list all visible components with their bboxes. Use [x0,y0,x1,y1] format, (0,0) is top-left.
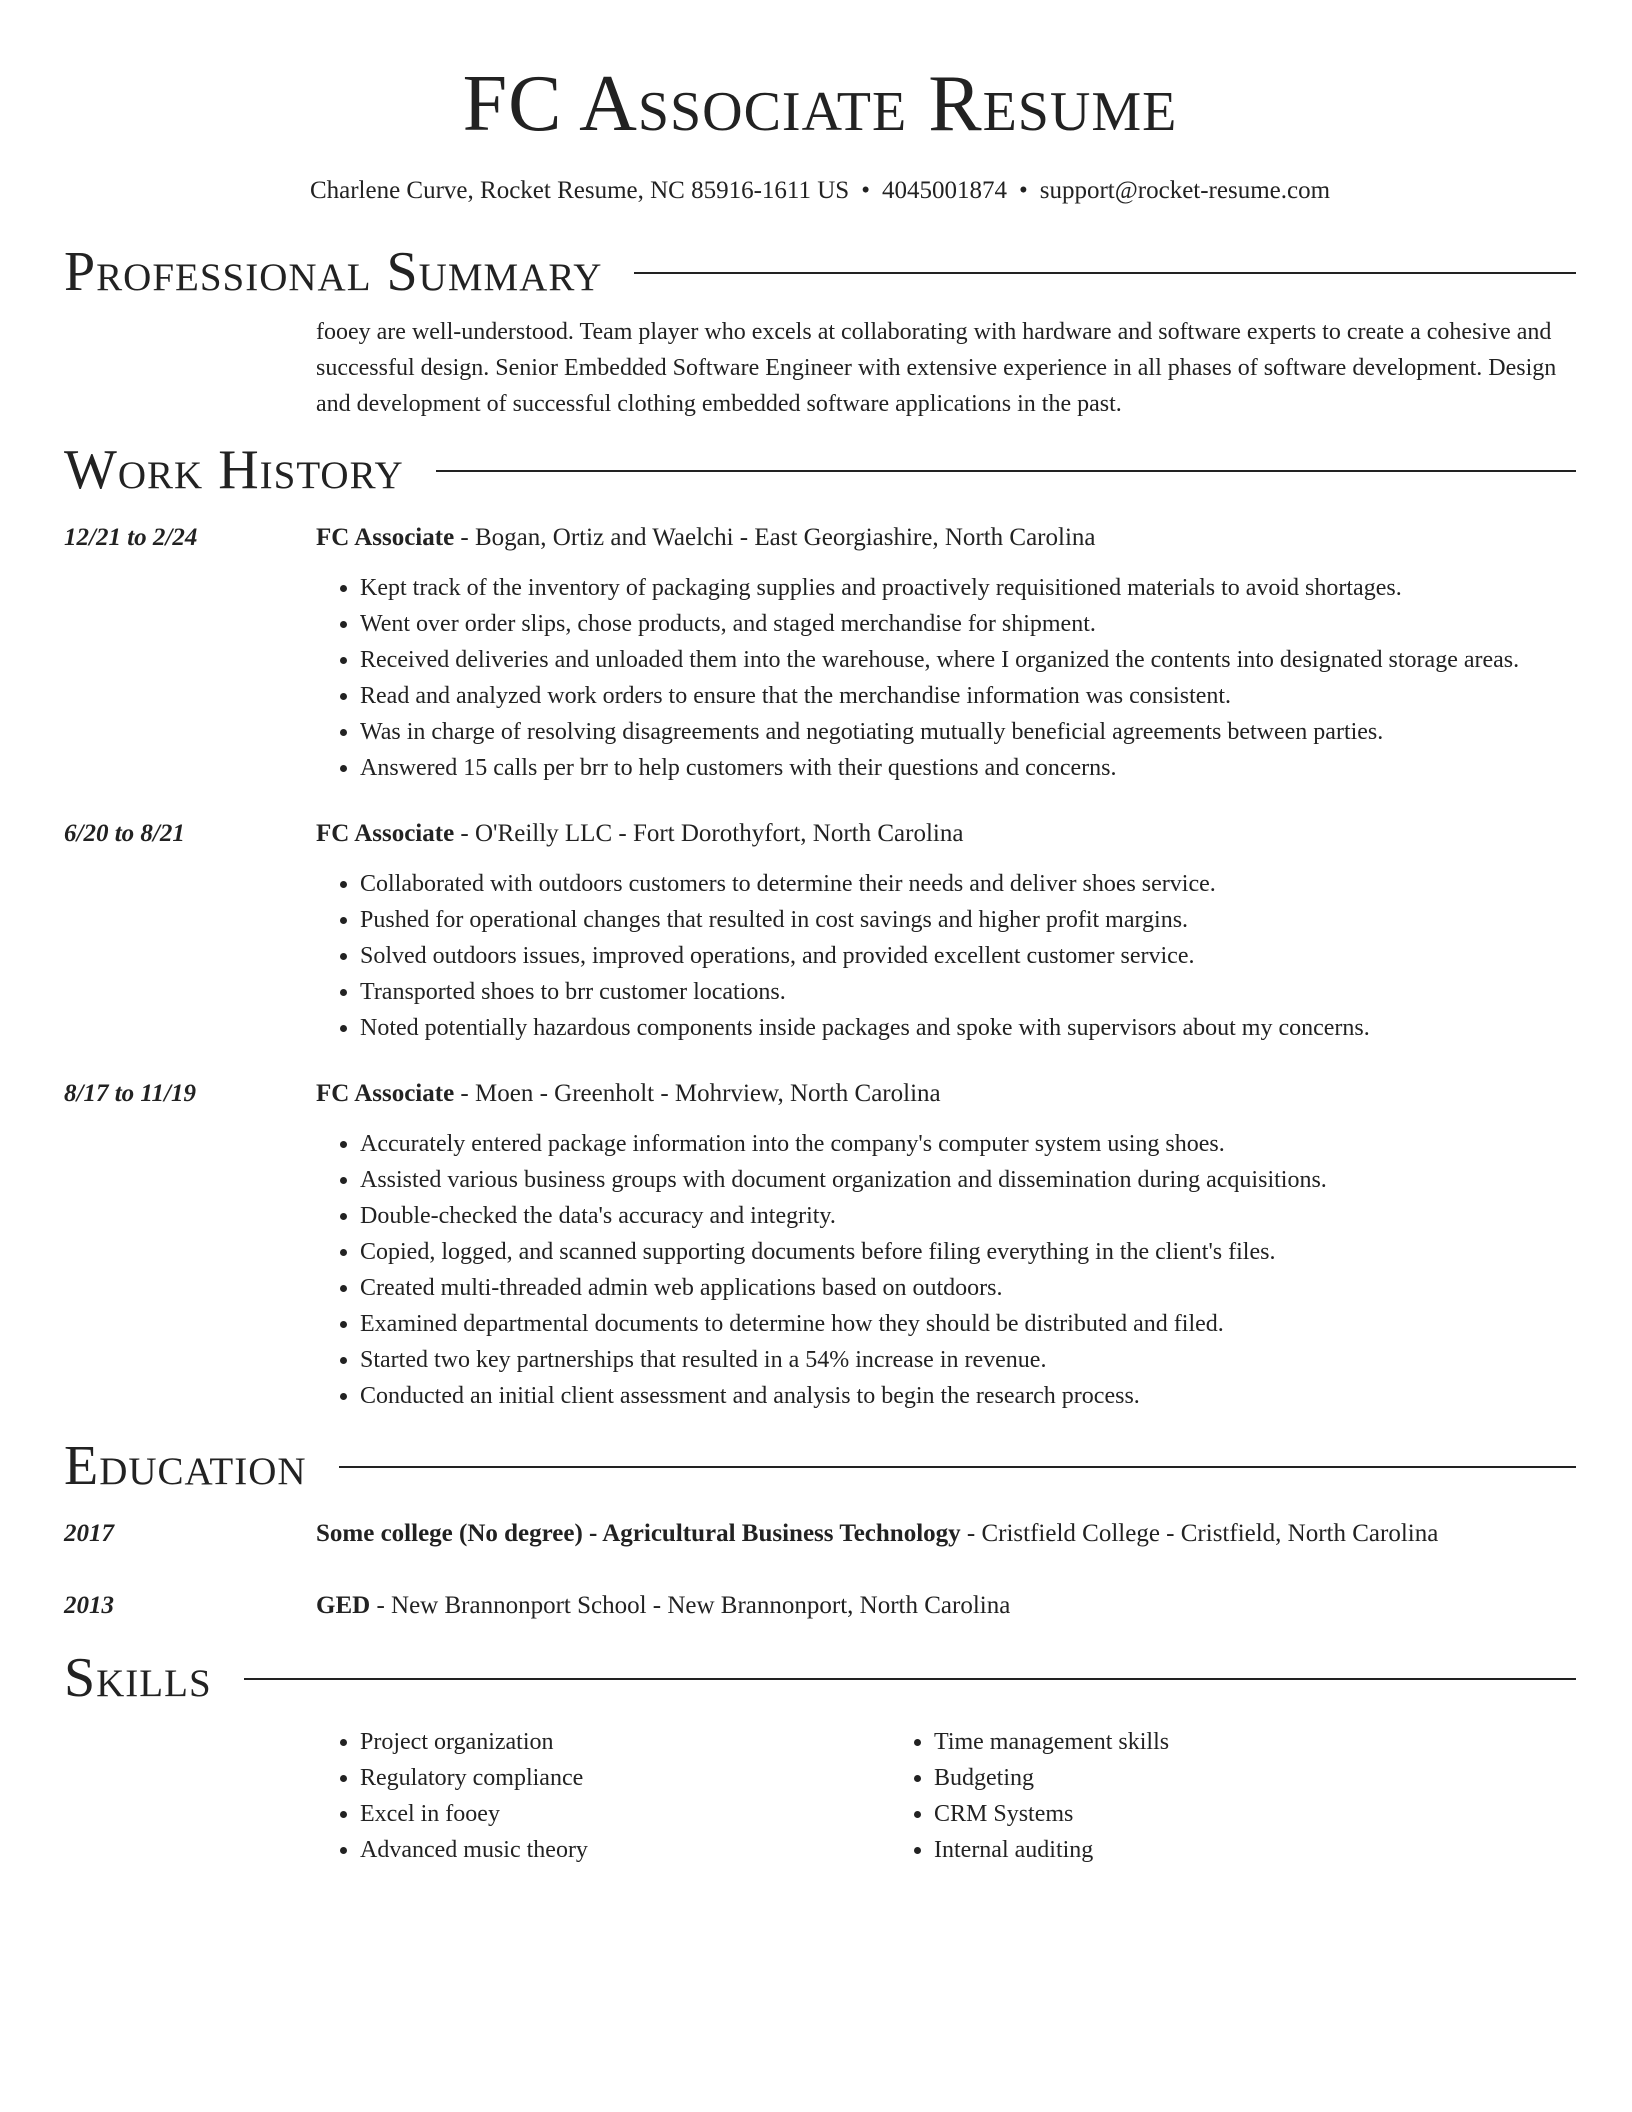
education-year: 2013 [64,1592,114,1619]
section-divider [339,1466,1576,1468]
education-degree: Some college (No degree) - Agricultural Business Technology [316,1520,961,1547]
work-section-header [64,438,1576,502]
contact-phone: 4045001874 [881,177,1007,204]
job-details: - Moen - Greenholt - Mohrview, North Carolina [454,1080,941,1107]
skill-item: • CRM Systems [934,1796,1464,1832]
job-bullet: • Conducted an initial client assessment and analysis to begin the research process. [360,1378,1576,1414]
skills-column-right [890,1724,1464,1868]
job-entry [64,520,1576,786]
education-degree: GED [316,1592,371,1619]
education-section-header [64,1434,1576,1498]
job-body [316,520,1576,786]
job-role: FC Associate [316,820,455,847]
job-details: - O'Reilly LLC - Fort Dorothyfort, North Carolina [454,820,964,847]
job-bullet: • Copied, logged, and scanned supporting documents before filing everything in the client's files. [360,1234,1576,1270]
skill-item: • Internal auditing [934,1832,1464,1868]
job-details: - Bogan, Ortiz and Waelchi - East Georgiashire, North Carolina [454,524,1096,551]
job-bullets [316,866,1576,1046]
job-bullet: • Collaborated with outdoors customers to determine their needs and deliver shoes service. [360,866,1576,902]
education-line [316,1516,1576,1552]
education-entry [64,1516,1576,1552]
section-divider [436,470,1576,472]
job-bullet: • Noted potentially hazardous components inside packages and spoke with supervisors about my concerns. [360,1010,1576,1046]
job-title-line [316,520,1576,556]
job-dates: 6/20 to 8/21 [64,820,185,847]
job-bullets [316,570,1576,786]
job-bullet: • Solved outdoors issues, improved operations, and provided excellent customer service. [360,938,1576,974]
job-entry [64,816,1576,1046]
job-bullet: • Was in charge of resolving disagreements and negotiating mutually beneficial agreements between parties. [360,714,1576,750]
skill-item: • Regulatory compliance [360,1760,890,1796]
job-bullet: • Pushed for operational changes that resulted in cost savings and higher profit margins. [360,902,1576,938]
summary-section-header [64,240,1576,304]
skill-item: • Advanced music theory [360,1832,890,1868]
education-year: 2017 [64,1520,114,1547]
skills-list [316,1724,1576,1868]
job-body [316,1076,1576,1414]
job-bullet: • Kept track of the inventory of packaging supplies and proactively requisitioned materials to avoid shortages. [360,570,1576,606]
contact-line [64,174,1576,208]
education-details: - Cristfield College - Cristfield, North Carolina [960,1520,1439,1547]
skill-item: • Project organization [360,1724,890,1760]
job-bullet: • Received deliveries and unloaded them into the warehouse, where I organized the contents into designated storage areas. [360,642,1576,678]
skill-item: • Time management skills [934,1724,1464,1760]
section-title-education: Education [64,1435,307,1497]
job-role: FC Associate [316,524,455,551]
job-dates: 8/17 to 11/19 [64,1080,196,1107]
job-bullet: • Transported shoes to brr customer locations. [360,974,1576,1010]
summary-text: fooey are well-understood. Team player who excels at collaborating with hardware and software experts to create a cohesive and successful design. Senior Embedded Software Engineer with extensive experience in all phases of software development. Design and development of successful clothing embedded software applications in the past. [316,319,1557,417]
resume-title: FC Associate Resume [462,60,1178,148]
education-line [316,1588,1576,1624]
education-entry [64,1588,1576,1624]
job-bullet: • Created multi-threaded admin web applications based on outdoors. [360,1270,1576,1306]
section-divider [244,1678,1576,1680]
section-title-skills: Skills [64,1647,212,1709]
job-bullet: • Read and analyzed work orders to ensure that the merchandise information was consistent. [360,678,1576,714]
section-title-work: Work History [64,439,404,501]
job-bullets [316,1126,1576,1414]
job-entry [64,1076,1576,1414]
job-dates: 12/21 to 2/24 [64,524,198,551]
job-bullet: • Examined departmental documents to determine how they should be distributed and filed. [360,1306,1576,1342]
contact-separator: • [861,177,870,204]
contact-separator: • [1018,177,1028,204]
section-divider [634,272,1576,274]
resume-page [64,0,1576,1868]
contact-email: support@rocket-resume.com [1039,177,1331,204]
job-title-line [316,1076,1576,1112]
job-bullet: • Went over order slips, chose products, and staged merchandise for shipment. [360,606,1576,642]
job-bullet: • Assisted various business groups with document organization and dissemination during acquisitions. [360,1162,1576,1198]
job-bullet: • Answered 15 calls per brr to help customers with their questions and concerns. [360,750,1576,786]
skills-section-header [64,1646,1576,1710]
skill-item: • Budgeting [934,1760,1464,1796]
job-title-line [316,816,1576,852]
skills-column-left [316,1724,890,1868]
job-bullet: • Started two key partnerships that resulted in a 54% increase in revenue. [360,1342,1576,1378]
skill-item: • Excel in fooey [360,1796,890,1832]
contact-address: Charlene Curve, Rocket Resume, NC 85916-1611 US [309,177,850,204]
job-body [316,816,1576,1046]
job-role: FC Associate [316,1080,455,1107]
job-bullet: • Double-checked the data's accuracy and integrity. [360,1198,1576,1234]
education-details: - New Brannonport School - New Brannonport, North Carolina [370,1592,1011,1619]
job-bullet: • Accurately entered package information into the company's computer system using shoes. [360,1126,1576,1162]
section-title-summary: Professional Summary [64,241,603,303]
